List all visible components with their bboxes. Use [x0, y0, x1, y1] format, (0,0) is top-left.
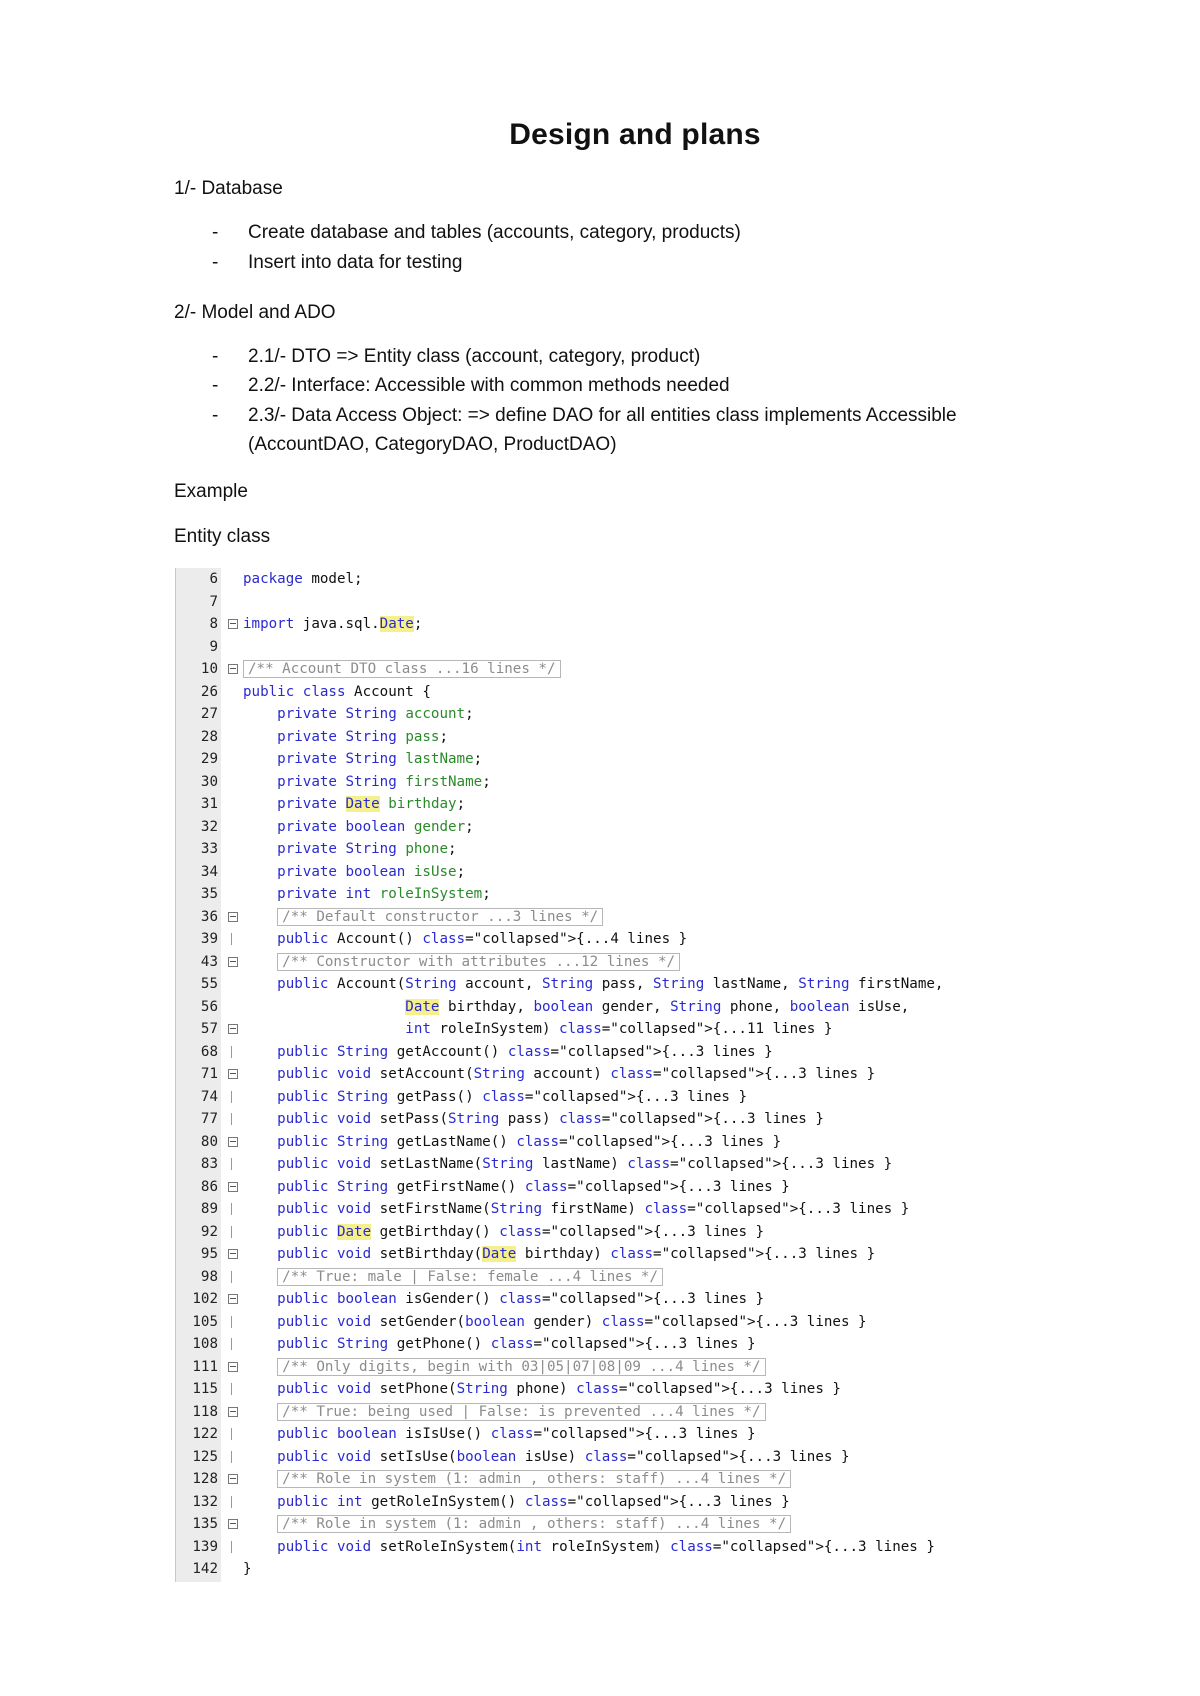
code-line [175, 861, 1050, 883]
code-line [175, 1536, 1050, 1558]
line-number: 26 [200, 683, 218, 700]
code-text: /** Default constructor ...3 lines */ [243, 906, 603, 928]
line-number: 122 [192, 1426, 218, 1442]
bullet-dash: - [212, 346, 219, 367]
code-line [175, 1558, 1050, 1580]
fold-toggle-icon[interactable] [226, 658, 238, 680]
list-item: 2.1/- DTO => Entity class (account, category, product) [248, 346, 701, 367]
code-text: public int getRoleInSystem() class="collapsed">{...3 lines } [277, 1493, 790, 1510]
line-number: 89 [200, 1201, 218, 1217]
line-number: 92 [200, 1223, 218, 1240]
line-number: 115 [192, 1381, 218, 1397]
bullet-dash: - [212, 222, 219, 243]
code-line [175, 928, 1050, 950]
fold-guide-icon [226, 1311, 238, 1333]
code-line [175, 591, 1050, 613]
fold-toggle-icon[interactable] [226, 1063, 238, 1085]
line-number: 6 [209, 571, 218, 587]
fold-toggle-icon[interactable] [226, 1243, 238, 1265]
line-number: 29 [200, 751, 218, 767]
code-text: private String firstName; [277, 773, 491, 790]
code-text: public String getPass() class="collapsed">{...3 lines } [277, 1088, 747, 1105]
line-number: 105 [192, 1313, 218, 1330]
line-number: 83 [200, 1156, 218, 1172]
line-number: 30 [200, 773, 218, 790]
section-database-heading: 1/- Database [174, 178, 283, 199]
code-text: /** Role in system (1: admin , others: staff) ...4 lines */ [243, 1513, 791, 1535]
code-line [175, 1153, 1050, 1175]
line-number: 28 [200, 728, 218, 745]
fold-toggle-icon[interactable] [226, 1176, 238, 1198]
line-number: 135 [192, 1516, 218, 1532]
code-line [175, 1468, 1050, 1490]
code-text: public Account(String account, String pass, String lastName, String firstName, [277, 976, 944, 992]
code-line [175, 1131, 1050, 1153]
code-text: public void setIsUse(boolean isUse) class="collapsed">{...3 lines } [277, 1448, 850, 1465]
code-text: /** True: being used | False: is prevented ...4 lines */ [243, 1401, 766, 1423]
bullet-dash: - [212, 252, 219, 273]
line-number: 102 [192, 1291, 218, 1307]
line-number: 57 [200, 1021, 218, 1037]
line-number: 80 [200, 1133, 218, 1150]
code-text: Date birthday, boolean gender, String phone, boolean isUse, [405, 998, 910, 1015]
line-number: 39 [200, 931, 218, 947]
line-number: 31 [200, 796, 218, 812]
line-number: 108 [192, 1336, 218, 1352]
code-text: /** Role in system (1: admin , others: staff) ...4 lines */ [243, 1468, 791, 1490]
code-text: public void setAccount(String account) class="collapsed">{...3 lines } [277, 1066, 876, 1082]
section-model-heading: 2/- Model and ADO [174, 302, 336, 323]
fold-guide-icon [226, 1378, 238, 1400]
line-number: 142 [192, 1561, 218, 1577]
line-number: 10 [200, 661, 218, 677]
line-number: 56 [200, 998, 218, 1015]
code-text: public void setGender(boolean gender) class="collapsed">{...3 lines } [277, 1313, 867, 1330]
code-line [175, 1243, 1050, 1265]
code-line [175, 973, 1050, 995]
code-line [175, 1221, 1050, 1243]
list-item: 2.3/- Data Access Object: => define DAO for all entities class implements Accessible (AccountDAO, CategoryDAO, ProductDAO) [248, 405, 957, 455]
code-line [175, 1311, 1050, 1333]
code-text: public boolean isIsUse() class="collapsed">{...3 lines } [277, 1426, 756, 1442]
code-text: private String pass; [277, 728, 449, 745]
bullet-dash: - [212, 405, 219, 426]
fold-guide-icon [226, 1108, 238, 1130]
line-number: 33 [200, 841, 218, 857]
code-text: public void setPass(String pass) class="collapsed">{...3 lines } [277, 1111, 824, 1127]
line-number: 32 [200, 818, 218, 835]
code-text: private Date birthday; [277, 796, 466, 812]
fold-guide-icon [226, 1153, 238, 1175]
code-line [175, 1513, 1050, 1535]
code-text: public void setFirstName(String firstName) class="collapsed">{...3 lines } [277, 1201, 910, 1217]
fold-toggle-icon[interactable] [226, 1468, 238, 1490]
fold-toggle-icon[interactable] [226, 951, 238, 973]
code-line [175, 1176, 1050, 1198]
fold-toggle-icon[interactable] [226, 1401, 238, 1423]
code-text: /** Only digits, begin with 03|05|07|08|09 ...4 lines */ [243, 1356, 766, 1378]
code-text: public Date getBirthday() class="collapsed">{...3 lines } [277, 1223, 765, 1240]
code-text: int roleInSystem) class="collapsed">{...11 lines } [405, 1021, 833, 1037]
fold-toggle-icon[interactable] [226, 1131, 238, 1153]
code-line [175, 1108, 1050, 1130]
line-number: 125 [192, 1448, 218, 1465]
code-line [175, 771, 1050, 793]
code-line [175, 1401, 1050, 1423]
fold-toggle-icon[interactable] [226, 613, 238, 635]
code-line [175, 1266, 1050, 1288]
code-text: /** Constructor with attributes ...12 lines */ [243, 951, 680, 973]
fold-guide-icon [226, 1491, 238, 1513]
code-line [175, 1378, 1050, 1400]
fold-toggle-icon[interactable] [226, 906, 238, 928]
fold-toggle-icon[interactable] [226, 1513, 238, 1535]
line-number: 68 [200, 1043, 218, 1060]
line-number: 43 [200, 953, 218, 970]
code-line [175, 1086, 1050, 1108]
fold-guide-icon [226, 1198, 238, 1220]
list-item: Create database and tables (accounts, category, products) [248, 222, 741, 243]
line-number: 139 [192, 1538, 218, 1555]
code-text: public void setPhone(String phone) class="collapsed">{...3 lines } [277, 1381, 841, 1397]
line-number: 118 [192, 1403, 218, 1420]
fold-guide-icon [226, 1333, 238, 1355]
line-number: 27 [200, 706, 218, 722]
line-number: 55 [200, 976, 218, 992]
line-number: 98 [200, 1268, 218, 1285]
code-line [175, 1041, 1050, 1063]
line-number: 35 [200, 886, 218, 902]
code-line [175, 748, 1050, 770]
code-text: public void setLastName(String lastName) class="collapsed">{...3 lines } [277, 1156, 893, 1172]
code-text: /** Account DTO class ...16 lines */ [243, 658, 561, 680]
fold-guide-icon [226, 1536, 238, 1558]
code-text: public Account() class="collapsed">{...4 lines } [277, 931, 688, 947]
code-line [175, 1491, 1050, 1513]
line-number: 86 [200, 1178, 218, 1195]
code-line [175, 793, 1050, 815]
code-line [175, 568, 1050, 590]
code-text: public String getLastName() class="collapsed">{...3 lines } [277, 1133, 782, 1150]
code-text: private boolean isUse; [277, 863, 466, 880]
code-text: public String getAccount() class="collapsed">{...3 lines } [277, 1043, 773, 1060]
line-number: 36 [200, 908, 218, 925]
code-text: public String getFirstName() class="collapsed">{...3 lines } [277, 1178, 790, 1195]
fold-guide-icon [226, 1221, 238, 1243]
line-number: 132 [192, 1493, 218, 1510]
entity-class-label: Entity class [174, 526, 271, 547]
code-line [175, 1423, 1050, 1445]
fold-guide-icon [226, 1446, 238, 1468]
code-line [175, 1198, 1050, 1220]
code-text: public boolean isGender() class="collapsed">{...3 lines } [277, 1291, 765, 1307]
code-line [175, 883, 1050, 905]
example-label: Example [174, 481, 248, 502]
line-number: 128 [192, 1471, 218, 1487]
page-title: Design and plans [509, 118, 761, 151]
code-line [175, 838, 1050, 860]
code-text: package model; [243, 571, 363, 587]
code-text: public void setRoleInSystem(int roleInSystem) class="collapsed">{...3 lines } [277, 1538, 935, 1555]
code-text: /** True: male | False: female ...4 lines */ [243, 1266, 663, 1288]
fold-guide-icon [226, 1266, 238, 1288]
line-number: 111 [192, 1358, 218, 1375]
code-panel [175, 568, 1050, 1582]
fold-toggle-icon[interactable] [226, 1288, 238, 1310]
line-number: 34 [200, 863, 218, 880]
code-text: } [243, 1561, 252, 1577]
code-line [175, 726, 1050, 748]
code-line [175, 658, 1050, 680]
list-item: Insert into data for testing [248, 252, 463, 273]
code-line [175, 906, 1050, 928]
code-line [175, 951, 1050, 973]
code-text: private String account; [277, 706, 474, 722]
code-line [175, 681, 1050, 703]
line-number: 74 [200, 1088, 218, 1105]
code-line [175, 703, 1050, 725]
fold-guide-icon [226, 1041, 238, 1063]
code-text: private boolean gender; [277, 818, 474, 835]
code-line [175, 636, 1050, 658]
code-line [175, 996, 1050, 1018]
code-text: public String getPhone() class="collapsed">{...3 lines } [277, 1336, 756, 1352]
code-text: public void setBirthday(Date birthday) class="collapsed">{...3 lines } [277, 1246, 876, 1262]
fold-toggle-icon[interactable] [226, 1018, 238, 1040]
line-number: 71 [200, 1066, 218, 1082]
code-line [175, 816, 1050, 838]
code-line [175, 1446, 1050, 1468]
code-text: private int roleInSystem; [277, 886, 491, 902]
code-text: public class Account { [243, 683, 431, 700]
fold-guide-icon [226, 928, 238, 950]
list-item: 2.2/- Interface: Accessible with common methods needed [248, 375, 730, 396]
line-number: 77 [200, 1111, 218, 1127]
code-text: private String lastName; [277, 751, 483, 767]
code-line [175, 1018, 1050, 1040]
code-text: private String phone; [277, 841, 457, 857]
code-line [175, 1333, 1050, 1355]
fold-guide-icon [226, 1423, 238, 1445]
fold-toggle-icon[interactable] [226, 1356, 238, 1378]
code-line [175, 613, 1050, 635]
bullet-dash: - [212, 375, 219, 396]
line-number: 8 [209, 616, 218, 632]
line-number: 7 [209, 593, 218, 610]
fold-guide-icon [226, 1086, 238, 1108]
line-number: 9 [209, 638, 218, 655]
code-line [175, 1356, 1050, 1378]
code-text: import java.sql.Date; [243, 616, 423, 632]
code-line [175, 1063, 1050, 1085]
code-line [175, 1288, 1050, 1310]
line-number: 95 [200, 1246, 218, 1262]
